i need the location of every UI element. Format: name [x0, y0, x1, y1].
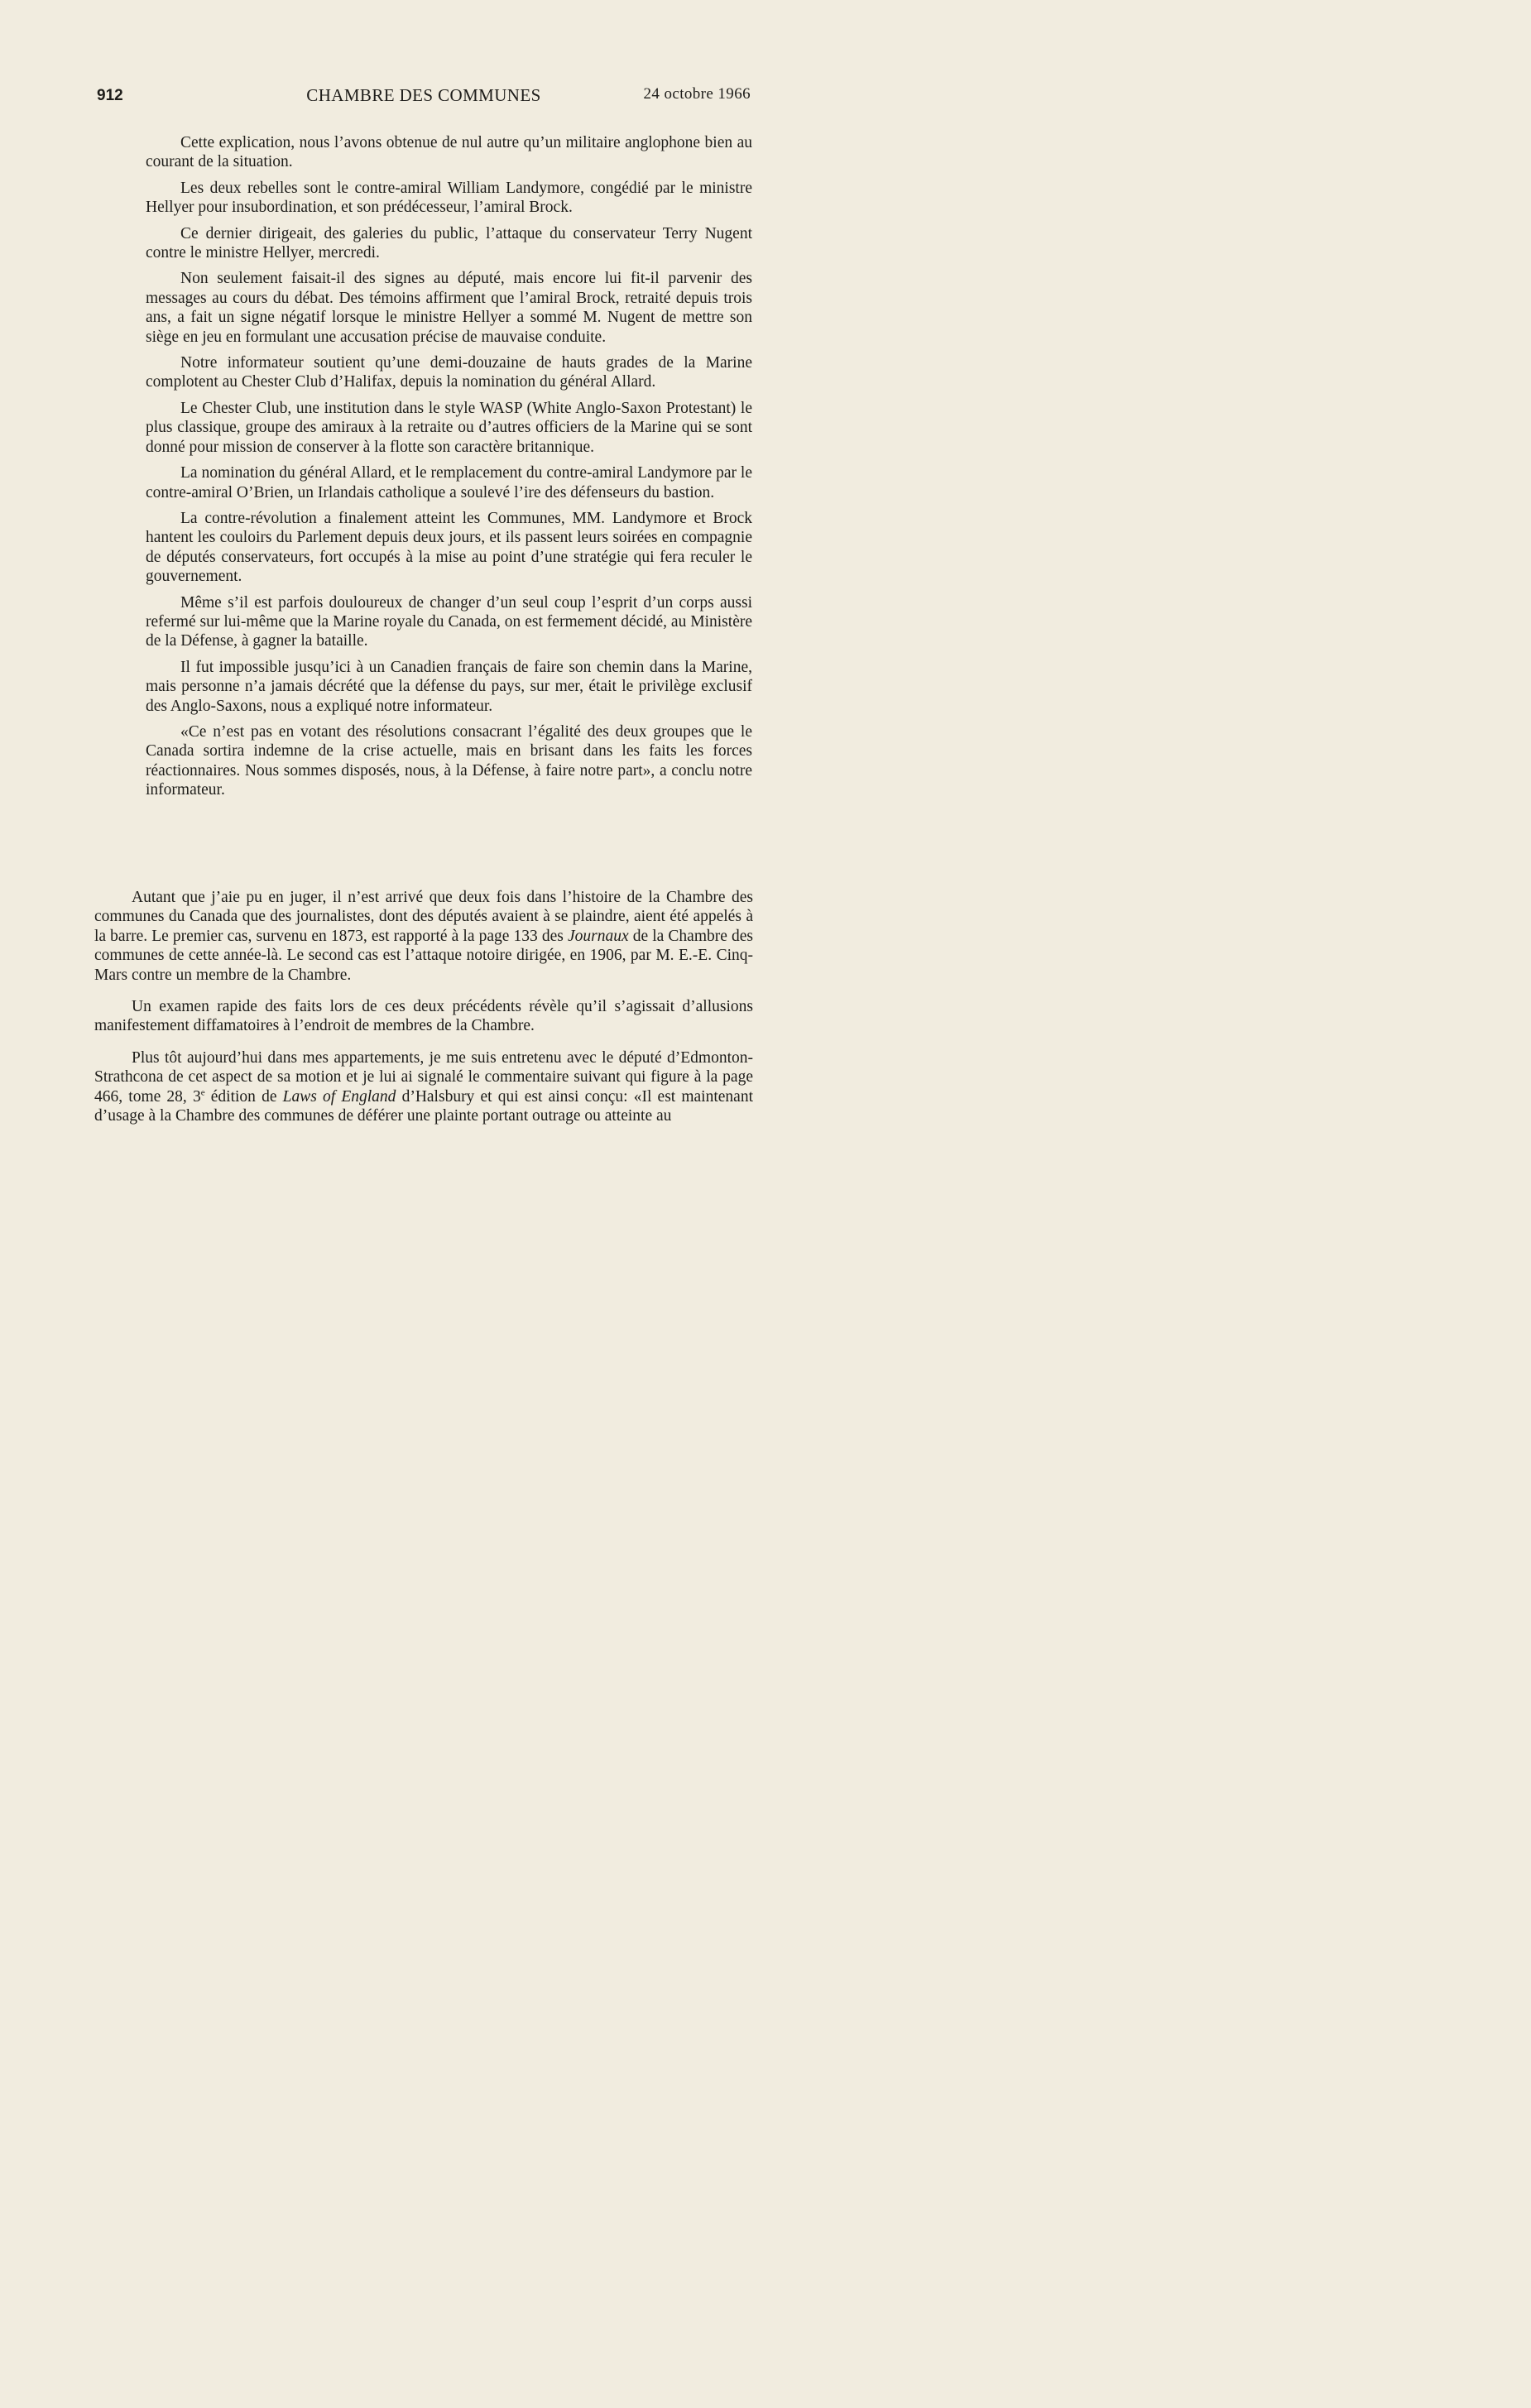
quote-paragraph: Notre informateur soutient qu’une demi-douzaine de hauts grades de la Marine complotent au Chester Club d’Halifax, depuis la nomination du général Allard. — [146, 354, 752, 391]
body-paragraph — [94, 888, 753, 985]
body-paragraph — [94, 1048, 753, 1126]
body-text-run: Plus tôt aujourd’hui dans mes appartements, je me suis entretenu avec le député d’Edmonton-Strathcona de cet aspect de sa motion et je lui ai signalé le commentaire suivant qui figure à la page 466, tome 28, 3 — [94, 1048, 753, 1106]
quote-paragraph: La contre-révolution a finalement atteint les Communes, MM. Landymore et Brock hantent les couloirs du Parlement depuis deux jours, et ils passent leurs soirées en compagnie de députés conservateurs, fort occupés à la mise au point d’une stratégie qui fera reculer le gouvernement. — [146, 509, 752, 586]
body-text-run: édition de — [204, 1087, 283, 1106]
journal-title: Journaux — [567, 927, 629, 945]
quote-paragraph: Il fut impossible jusqu’ici à un Canadien français de faire son chemin dans la Marine, mais personne n’a jamais décrété que la défense du pays, sur mer, était le privilège exclusif des Anglo-Saxons, nous a expliqué notre informateur. — [146, 658, 752, 715]
body-text-run: d’Halsbury et qui est ainsi conçu: «Il est maintenant d’usage à la Chambre des communes de déférer une plainte portant outrage ou atteinte au — [94, 1087, 753, 1125]
speaker-statement — [94, 888, 753, 1125]
header-date: 24 octobre 1966 — [643, 85, 751, 103]
quote-paragraph: La nomination du général Allard, et le remplacement du contre-amiral Landymore par le contre-amiral O’Brien, un Irlandais catholique a soulevé l’ire des défenseurs du bastion. — [146, 464, 752, 501]
book-title: Laws of England — [282, 1087, 396, 1106]
edition-superscript: e — [200, 1087, 205, 1098]
body-paragraph: Un examen rapide des faits lors de ces deux précédents révèle qu’il s’agissait d’allusions manifestement diffamatoires à l’endroit de membres de la Chambre. — [94, 998, 753, 1035]
page-number: 912 — [97, 87, 123, 104]
quote-paragraph: Non seulement faisait-il des signes au député, mais encore lui fit-il parvenir des messages au cours du débat. Des témoins affirment que l’amiral Brock, retraité depuis trois ans, a fait un signe négatif lorsque le ministre Hellyer a sommé M. Nugent de mettre son siège en jeu en formulant une accusation précise de mauvaise conduite. — [146, 270, 752, 346]
page-header — [97, 82, 751, 112]
quote-paragraph: Cette explication, nous l’avons obtenue de nul autre qu’un militaire anglophone bien au courant de la situation. — [146, 134, 752, 171]
quote-paragraph: Même s’il est parfois douloureux de changer d’un seul coup l’esprit d’un corps aussi refermé sur lui-même que la Marine royale du Canada, on est fermement décidé, au Ministère de la Défense, à gagner la bataille. — [146, 593, 752, 650]
quote-paragraph: Ce dernier dirigeait, des galeries du public, l’attaque du conservateur Terry Nugent contre le ministre Hellyer, mercredi. — [146, 224, 752, 262]
quote-paragraph: Le Chester Club, une institution dans le style WASP (White Anglo-Saxon Protestant) le plus classique, groupe des amiraux à la retraite ou d’autres officiers de la Marine qui se sont donné pour mission de conserver à la flotte son caractère britannique. — [146, 399, 752, 456]
body-text-run: de la Chambre des communes de cette année-là. Le second cas est l’attaque notoire dirigée, en 1906, par M. E.-E. Cinq-Mars contre un membre de la Chambre. — [94, 927, 753, 984]
body-text-run: Autant que j’aie pu en juger, il n’est arrivé que deux fois dans l’histoire de la Chambre des communes du Canada que des journalistes, dont des députés avaient à se plaindre, aient été appelés à la barre. Le premier cas, survenu en 1873, est rapporté à la page 133 des — [94, 889, 753, 945]
quote-paragraph: Les deux rebelles sont le contre-amiral William Landymore, congédié par le ministre Hellyer pour insubordination, et son prédécesseur, l’amiral Brock. — [146, 179, 752, 217]
quoted-article — [146, 133, 752, 807]
running-title: CHAMBRE DES COMMUNES — [306, 85, 541, 105]
quote-paragraph: «Ce n’est pas en votant des résolutions consacrant l’égalité des deux groupes que le Canada sortira indemne de la crise actuelle, mais en brisant dans les faits les forces réactionnaires. Nous sommes disposés, nous, à la Défense, à faire notre part», a conclu notre informateur. — [146, 722, 752, 799]
